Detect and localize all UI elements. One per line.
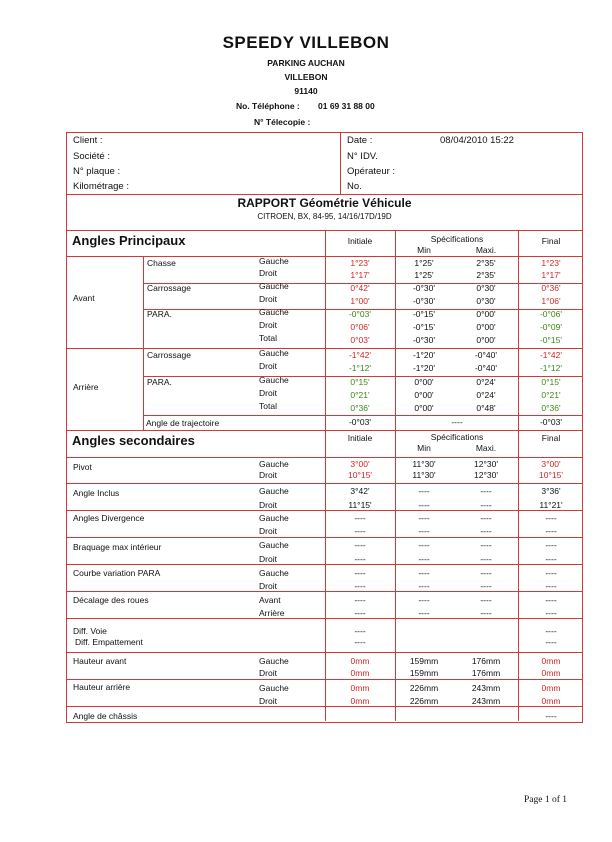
client-label: Client : bbox=[73, 135, 103, 146]
row-side-label: Gauche bbox=[259, 459, 289, 469]
row-side-label: Gauche bbox=[259, 256, 289, 266]
max-value: -0°40' bbox=[474, 363, 498, 373]
min-value: 11°30' bbox=[412, 459, 436, 469]
col-final-2: Final bbox=[541, 433, 561, 443]
final-value: 1°17' bbox=[541, 270, 561, 280]
initial-value: -1°12' bbox=[348, 363, 372, 373]
max-value: -0°40' bbox=[474, 350, 498, 360]
min-value: ---- bbox=[418, 568, 430, 578]
row-side-label: Total bbox=[259, 401, 277, 411]
secondary-angles-title: Angles secondaires bbox=[72, 433, 195, 448]
row-side-label: Gauche bbox=[259, 540, 289, 550]
grid-line bbox=[66, 194, 583, 195]
redacted-client-box bbox=[168, 137, 274, 189]
final-value: 0°21' bbox=[541, 390, 561, 400]
min-value: ---- bbox=[418, 513, 430, 523]
trajectory-initial: -0°03' bbox=[348, 417, 372, 427]
min-value: 11°30' bbox=[412, 470, 436, 480]
avant-label: Avant bbox=[73, 293, 95, 303]
row-side-label: Total bbox=[259, 333, 277, 343]
address-line-1: PARKING AUCHAN bbox=[267, 58, 345, 68]
page-number: Page 1 of 1 bbox=[524, 795, 568, 805]
trajectory-label: Angle de trajectoire bbox=[146, 418, 220, 428]
max-value: ---- bbox=[480, 581, 492, 591]
initial-value: 0°36' bbox=[350, 403, 370, 413]
max-value: ---- bbox=[480, 486, 492, 496]
row-side-label: Droit bbox=[259, 388, 277, 398]
final-value: ---- bbox=[545, 568, 557, 578]
phone-label: No. Téléphone : bbox=[236, 101, 300, 111]
row-group-label: Chasse bbox=[147, 258, 176, 268]
col-min-2: Min bbox=[417, 443, 431, 453]
initial-value: ---- bbox=[354, 540, 366, 550]
min-value: 226mm bbox=[409, 696, 439, 706]
row-side-label: Avant bbox=[259, 595, 281, 605]
row-side-label: Arrière bbox=[259, 608, 285, 618]
grid-line bbox=[66, 618, 583, 619]
final-value: 0°36' bbox=[541, 403, 561, 413]
trajectory-final: -0°03' bbox=[539, 417, 563, 427]
max-value: 2°35' bbox=[476, 258, 496, 268]
row-group-label: Angle Inclus bbox=[73, 488, 120, 498]
max-value: 176mm bbox=[471, 668, 501, 678]
initial-value: 0mm bbox=[350, 656, 370, 666]
col-initial-2: Initiale bbox=[347, 433, 373, 443]
date-label: Date : bbox=[347, 135, 373, 146]
row-side-label: Droit bbox=[259, 500, 277, 510]
grid-line bbox=[66, 483, 583, 484]
row-side-label: Gauche bbox=[259, 568, 289, 578]
initial-value: ---- bbox=[354, 608, 366, 618]
row-side-label: Droit bbox=[259, 526, 277, 536]
trajectory-spec: ---- bbox=[451, 417, 463, 427]
plaque-label: N° plaque : bbox=[73, 166, 121, 177]
row-side-label: Gauche bbox=[259, 307, 289, 317]
initial-value: 0mm bbox=[350, 683, 370, 693]
final-value: ---- bbox=[545, 608, 557, 618]
row-group-label: Décalage des roues bbox=[73, 595, 149, 605]
initial-value: 3°42' bbox=[350, 486, 370, 496]
col-final: Final bbox=[541, 236, 561, 246]
max-value: 0°30' bbox=[476, 296, 496, 306]
col-specs: Spécifications bbox=[430, 234, 484, 244]
row-group-label: Pivot bbox=[73, 462, 92, 472]
grid-line bbox=[66, 564, 583, 565]
row-group-label: Hauteur arrière bbox=[73, 682, 131, 692]
initial-value: ---- bbox=[354, 554, 366, 564]
final-value: 0mm bbox=[541, 683, 561, 693]
min-value: 226mm bbox=[409, 683, 439, 693]
min-value: -0°30' bbox=[412, 335, 436, 345]
min-value: 159mm bbox=[409, 656, 439, 666]
max-value: ---- bbox=[480, 554, 492, 564]
row-group-label: Carrossage bbox=[147, 283, 191, 293]
row-group-label: Diff. Empattement bbox=[75, 637, 143, 647]
final-value: ---- bbox=[545, 581, 557, 591]
row-side-label: Gauche bbox=[259, 486, 289, 496]
initial-value: ---- bbox=[354, 626, 366, 636]
number-label: No. bbox=[347, 181, 362, 192]
min-value: ---- bbox=[418, 486, 430, 496]
final-value: ---- bbox=[545, 526, 557, 536]
max-value: ---- bbox=[480, 500, 492, 510]
grid-line bbox=[66, 591, 583, 592]
min-value: -1°20' bbox=[412, 350, 436, 360]
initial-value: ---- bbox=[354, 595, 366, 605]
min-value: -0°15' bbox=[412, 322, 436, 332]
row-group-label: Diff. Voie bbox=[73, 626, 107, 636]
row-group-label: Carrossage bbox=[147, 350, 191, 360]
report-title: RAPPORT Géométrie Véhicule bbox=[237, 196, 412, 210]
final-value: ---- bbox=[545, 554, 557, 564]
final-value: 0mm bbox=[541, 656, 561, 666]
row-side-label: Gauche bbox=[259, 683, 289, 693]
final-value: ---- bbox=[545, 540, 557, 550]
initial-value: 1°00' bbox=[350, 296, 370, 306]
initial-value: 1°23' bbox=[350, 258, 370, 268]
final-value: 0mm bbox=[541, 668, 561, 678]
initial-value: 0°15' bbox=[350, 377, 370, 387]
min-value: 1°25' bbox=[414, 258, 434, 268]
grid-line bbox=[66, 652, 583, 653]
final-value: 1°06' bbox=[541, 296, 561, 306]
initial-value: ---- bbox=[354, 637, 366, 647]
idv-label: N° IDV. bbox=[347, 151, 378, 162]
max-value: 2°35' bbox=[476, 270, 496, 280]
min-value: ---- bbox=[418, 500, 430, 510]
max-value: 243mm bbox=[471, 696, 501, 706]
min-value: 0°00' bbox=[414, 390, 434, 400]
grid-line bbox=[143, 415, 583, 416]
row-side-label: Gauche bbox=[259, 375, 289, 385]
row-side-label: Gauche bbox=[259, 348, 289, 358]
grid-line bbox=[66, 430, 583, 431]
initial-value: 1°17' bbox=[350, 270, 370, 280]
phone-row bbox=[236, 101, 375, 111]
initial-value: ---- bbox=[354, 568, 366, 578]
max-value: ---- bbox=[480, 540, 492, 550]
final-value: 3°00' bbox=[541, 459, 561, 469]
row-group-label: Angles Divergence bbox=[73, 513, 145, 523]
final-value: -0°06' bbox=[539, 309, 563, 319]
row-side-label: Droit bbox=[259, 470, 277, 480]
final-value: 1°23' bbox=[541, 258, 561, 268]
final-value: 11°21' bbox=[539, 500, 563, 510]
kilometrage-label: Kilométrage : bbox=[73, 181, 129, 192]
initial-value: 11°15' bbox=[348, 500, 372, 510]
final-value: -1°42' bbox=[539, 350, 563, 360]
max-value: ---- bbox=[480, 595, 492, 605]
max-value: 0°00' bbox=[476, 335, 496, 345]
initial-value: 0°06' bbox=[350, 322, 370, 332]
min-value: 159mm bbox=[409, 668, 439, 678]
phone-value: 01 69 31 88 00 bbox=[318, 101, 375, 111]
row-group-label: Braquage max intérieur bbox=[73, 542, 162, 552]
row-group-label: Courbe variation PARA bbox=[73, 568, 161, 578]
col-max-2: Maxi. bbox=[475, 443, 497, 453]
final-value: -0°15' bbox=[539, 335, 563, 345]
final-value: ---- bbox=[545, 711, 557, 721]
min-value: ---- bbox=[418, 608, 430, 618]
final-value: ---- bbox=[545, 513, 557, 523]
row-group-label: Hauteur avant bbox=[73, 656, 127, 666]
grid-line bbox=[395, 230, 396, 721]
initial-value: 0°03' bbox=[350, 335, 370, 345]
col-min: Min bbox=[417, 245, 431, 255]
max-value: 243mm bbox=[471, 683, 501, 693]
max-value: 176mm bbox=[471, 656, 501, 666]
row-side-label: Droit bbox=[259, 294, 277, 304]
max-value: ---- bbox=[480, 526, 492, 536]
min-value: ---- bbox=[418, 581, 430, 591]
principal-angles-title: Angles Principaux bbox=[72, 233, 186, 248]
row-side-label: Gauche bbox=[259, 281, 289, 291]
max-value: ---- bbox=[480, 608, 492, 618]
initial-value: 0mm bbox=[350, 696, 370, 706]
final-value: ---- bbox=[545, 626, 557, 636]
max-value: 0°48' bbox=[476, 403, 496, 413]
row-group-label: Angle de châssis bbox=[73, 711, 138, 721]
row-side-label: Droit bbox=[259, 361, 277, 371]
operateur-label: Opérateur : bbox=[347, 166, 396, 177]
min-value: -0°30' bbox=[412, 296, 436, 306]
final-value: 0°36' bbox=[541, 283, 561, 293]
max-value: ---- bbox=[480, 568, 492, 578]
grid-line bbox=[66, 706, 583, 707]
col-initial: Initiale bbox=[347, 236, 373, 246]
final-value: 0mm bbox=[541, 696, 561, 706]
row-side-label: Droit bbox=[259, 268, 277, 278]
arriere-label: Arrière bbox=[73, 382, 99, 392]
row-group-label: PARA. bbox=[147, 377, 172, 387]
min-value: 0°00' bbox=[414, 403, 434, 413]
max-value: 0°24' bbox=[476, 390, 496, 400]
final-value: -0°09' bbox=[539, 322, 563, 332]
max-value: 12°30' bbox=[474, 459, 498, 469]
company-name: SPEEDY VILLEBON bbox=[222, 33, 390, 52]
min-value: -0°30' bbox=[412, 283, 436, 293]
final-value: 10°15' bbox=[539, 470, 563, 480]
min-value: ---- bbox=[418, 595, 430, 605]
initial-value: 10°15' bbox=[348, 470, 372, 480]
min-value: ---- bbox=[418, 526, 430, 536]
postal-code: 91140 bbox=[294, 86, 318, 96]
row-side-label: Droit bbox=[259, 320, 277, 330]
initial-value: ---- bbox=[354, 526, 366, 536]
row-side-label: Gauche bbox=[259, 656, 289, 666]
fax-label: N° Télecopie : bbox=[254, 117, 311, 127]
initial-value: ---- bbox=[354, 513, 366, 523]
final-value: ---- bbox=[545, 637, 557, 647]
grid-line bbox=[340, 132, 341, 194]
grid-line bbox=[66, 348, 583, 349]
max-value: 0°00' bbox=[476, 322, 496, 332]
min-value: ---- bbox=[418, 540, 430, 550]
max-value: 12°30' bbox=[474, 470, 498, 480]
min-value: 0°00' bbox=[414, 377, 434, 387]
initial-value: -1°42' bbox=[348, 350, 372, 360]
row-side-label: Droit bbox=[259, 581, 277, 591]
max-value: 0°30' bbox=[476, 283, 496, 293]
final-value: 3°36' bbox=[541, 486, 561, 496]
initial-value: 0°42' bbox=[350, 283, 370, 293]
final-value: 0°15' bbox=[541, 377, 561, 387]
societe-label: Société : bbox=[73, 151, 110, 162]
grid-line bbox=[66, 457, 583, 458]
grid-line bbox=[66, 679, 583, 680]
initial-value: -0°03' bbox=[348, 309, 372, 319]
col-max: Maxi. bbox=[475, 245, 497, 255]
min-value: ---- bbox=[418, 554, 430, 564]
max-value: 0°00' bbox=[476, 309, 496, 319]
max-value: 0°24' bbox=[476, 377, 496, 387]
row-side-label: Droit bbox=[259, 696, 277, 706]
row-side-label: Gauche bbox=[259, 513, 289, 523]
final-value: ---- bbox=[545, 595, 557, 605]
vehicle-description: CITROEN, BX, 84-95, 14/16/17D/19D bbox=[257, 212, 392, 221]
initial-value: ---- bbox=[354, 581, 366, 591]
address-line-2: VILLEBON bbox=[284, 72, 328, 82]
date-value: 08/04/2010 15:22 bbox=[440, 135, 514, 146]
initial-value: 3°00' bbox=[350, 459, 370, 469]
min-value: -0°15' bbox=[412, 309, 436, 319]
initial-value: 0mm bbox=[350, 668, 370, 678]
row-side-label: Droit bbox=[259, 554, 277, 564]
row-group-label: PARA. bbox=[147, 309, 172, 319]
max-value: ---- bbox=[480, 513, 492, 523]
col-specs-2: Spécifications bbox=[430, 432, 484, 442]
final-value: -1°12' bbox=[539, 363, 563, 373]
min-value: 1°25' bbox=[414, 270, 434, 280]
grid-line bbox=[66, 510, 583, 511]
row-side-label: Droit bbox=[259, 668, 277, 678]
min-value: -1°20' bbox=[412, 363, 436, 373]
grid-line bbox=[66, 537, 583, 538]
initial-value: 0°21' bbox=[350, 390, 370, 400]
